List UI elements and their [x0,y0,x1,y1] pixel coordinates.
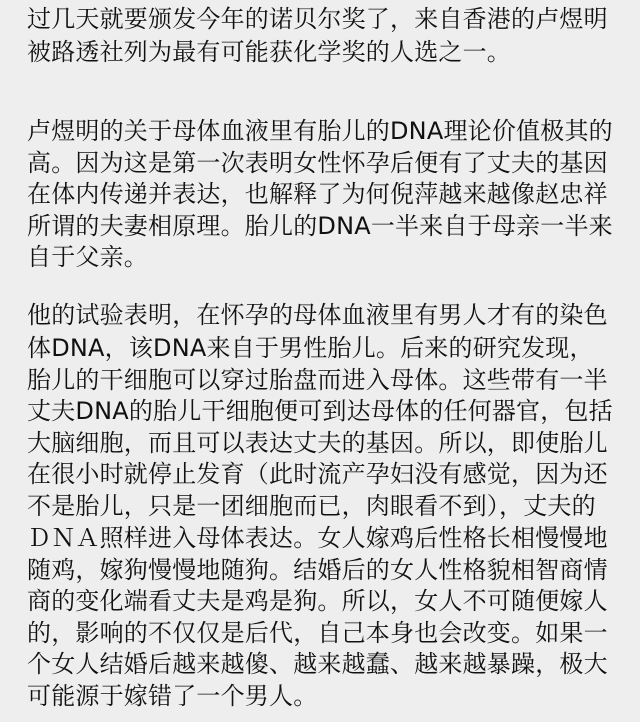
text-line: 体DNA，该DNA来自于男性胎儿。后来的研究发现， [27,334,594,362]
text-line: 被路透社列为最有可能获化学奖的人选之一。 [27,38,511,66]
text-line: 个女人结婚后越来越傻、越来越蠢、越来越暴躁，极大 [27,650,608,678]
text-line: 不是胎儿，只是一团细胞而已，肉眼看不到），丈夫的 [27,492,596,520]
text-line: 过几天就要颁发今年的诺贝尔奖了，来自香港的卢煜明 [27,5,608,33]
text-line: ＤＮＡ照样进入母体表达。女人嫁鸡后性格长相慢慢地 [27,524,608,552]
text-line: 在体内传递并表达，也解释了为何倪萍越来越像赵忠祥 [27,180,608,208]
text-line: 在很小时就停止发育（此时流产孕妇没有感觉，因为还 [27,460,608,488]
text-line: 高。因为这是第一次表明女性怀孕后便有了丈夫的基因 [27,149,608,177]
text-line: 大脑细胞，而且可以表达丈夫的基因。所以，即使胎儿 [27,429,608,457]
text-line: 丈夫DNA的胎儿干细胞便可到达母体的任何器官，包括 [27,397,613,425]
text-line: 商的变化端看丈夫是鸡是狗。所以，女人不可随便嫁人 [27,587,608,615]
text-line: 胎儿的干细胞可以穿过胎盘而进入母体。这些带有一半 [27,366,608,394]
text-line: 所谓的夫妻相原理。胎儿的DNA一半来自于母亲一半来 [27,212,613,240]
text-line: 他的试验表明，在怀孕的母体血液里有男人才有的染色 [27,301,608,329]
text-line: 随鸡，嫁狗慢慢地随狗。结婚后的女人性格貌相智商情 [27,556,608,584]
text-line: 自于父亲。 [27,243,148,271]
text-line: 的，影响的不仅仅是后代，自己本身也会改变。如果一 [27,619,608,647]
text-line: 卢煜明的关于母体血液里有胎儿的DNA理论价值极其的 [27,117,613,145]
text-line: 可能源于嫁错了一个男人。 [27,682,318,710]
